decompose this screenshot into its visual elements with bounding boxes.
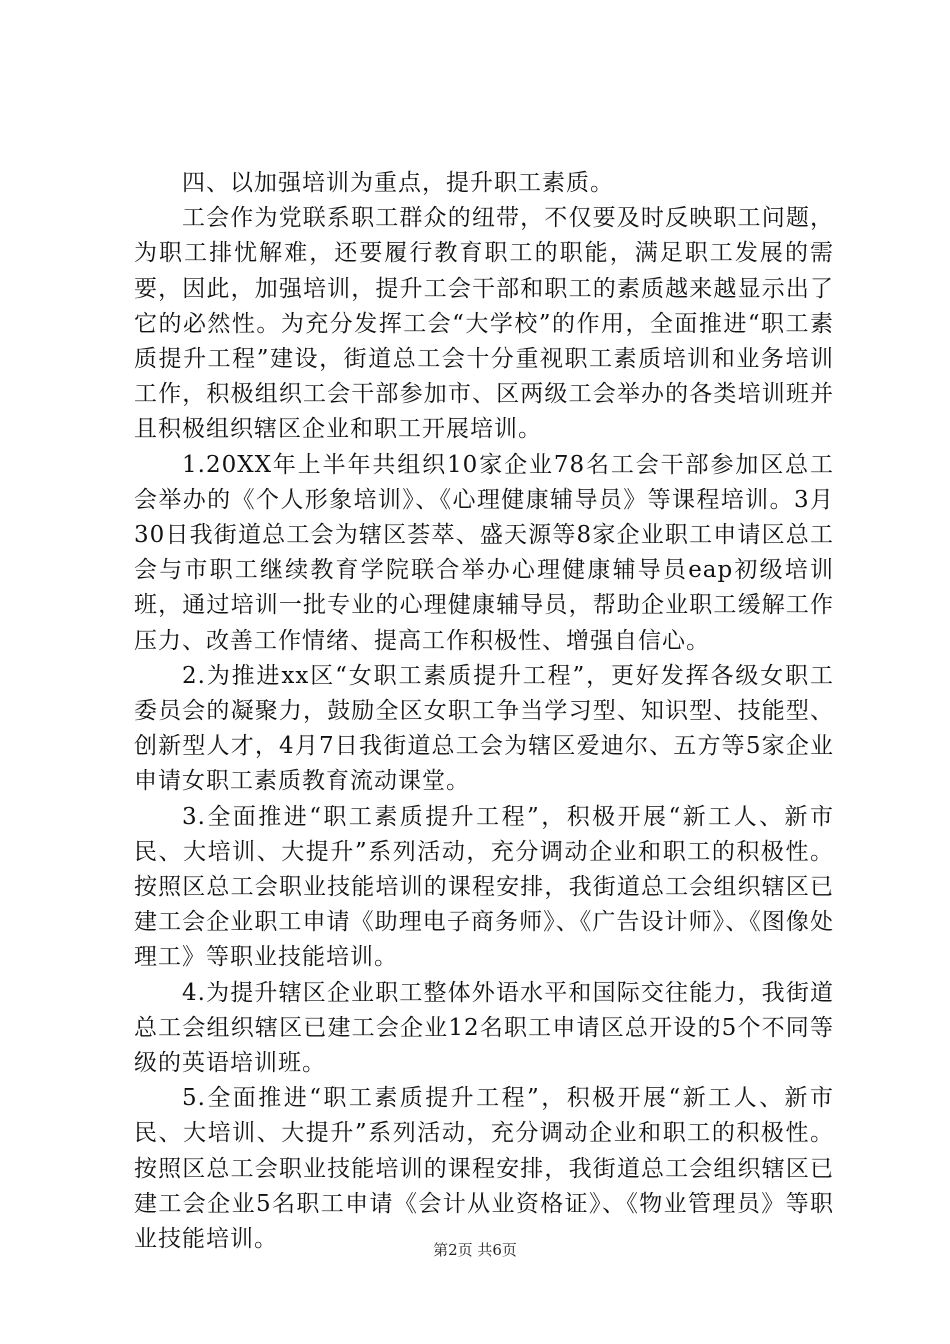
paragraph-item-4: 4.为提升辖区企业职工整体外语水平和国际交往能力，我街道总工会组织辖区已建工会企业12名职工申请区总开设的5个不同等级的英语培训班。 — [134, 979, 834, 1077]
paragraph-item-5: 5.全面推进“职工素质提升工程”，积极开展“新工人、新市民、大培训、大提升”系列活动，充分调动企业和职工的积极性。按照区总工会职业技能培训的课程安排，我街道总工会组织辖区已建工会企业5名职工申请《会计从业资格证》、《物业管理员》等职业技能培训。 — [134, 1085, 834, 1253]
paragraph-item-2: 2.为推进xx区“女职工素质提升工程”，更好发挥各级女职工委员会的凝聚力，鼓励全区女职工争当学习型、知识型、技能型、创新型人才，4月7日我街道总工会为辖区爱迪尔、五方等5家企业申请女职工素质教育流动课堂。 — [134, 662, 834, 795]
paragraph-item-1: 1.20XX年上半年共组织10家企业78名工会干部参加区总工会举办的《个人形象培训》、《心理健康辅导员》等课程培训。3月30日我街道总工会为辖区荟萃、盛天源等8家企业职工申请区总工会与市职工继续教育学院联合举办心理健康辅导员eap初级培训班，通过培训一批专业的心理健康辅导员，帮助企业职工缓解工作压力、改善工作情绪、提高工作积极性、增强自信心。 — [134, 451, 834, 654]
section-heading: 四、以加强培训为重点，提升职工素质。 — [182, 170, 614, 196]
page-number-footer: 第2页 共6页 — [433, 1241, 517, 1259]
document-body — [134, 166, 834, 1257]
paragraph-item-3: 3.全面推进“职工素质提升工程”，积极开展“新工人、新市民、大培训、大提升”系列活动，充分调动企业和职工的积极性。按照区总工会职业技能培训的课程安排，我街道总工会组织辖区已建工会企业职工申请《助理电子商务师》、《广告设计师》、《图像处理工》等职业技能培训。 — [134, 803, 834, 971]
paragraph-intro: 工会作为党联系职工群众的纽带，不仅要及时反映职工问题，为职工排忧解难，还要履行教育职工的职能，满足职工发展的需要，因此，加强培训，提升工会干部和职工的素质越来越显示出了它的必然性。为充分发挥工会“大学校”的作用，全面推进“职工素质提升工程”建设，街道总工会十分重视职工素质培训和业务培训工作，积极组织工会干部参加市、区两级工会举办的各类培训班并且积极组织辖区企业和职工开展培训。 — [134, 205, 834, 443]
